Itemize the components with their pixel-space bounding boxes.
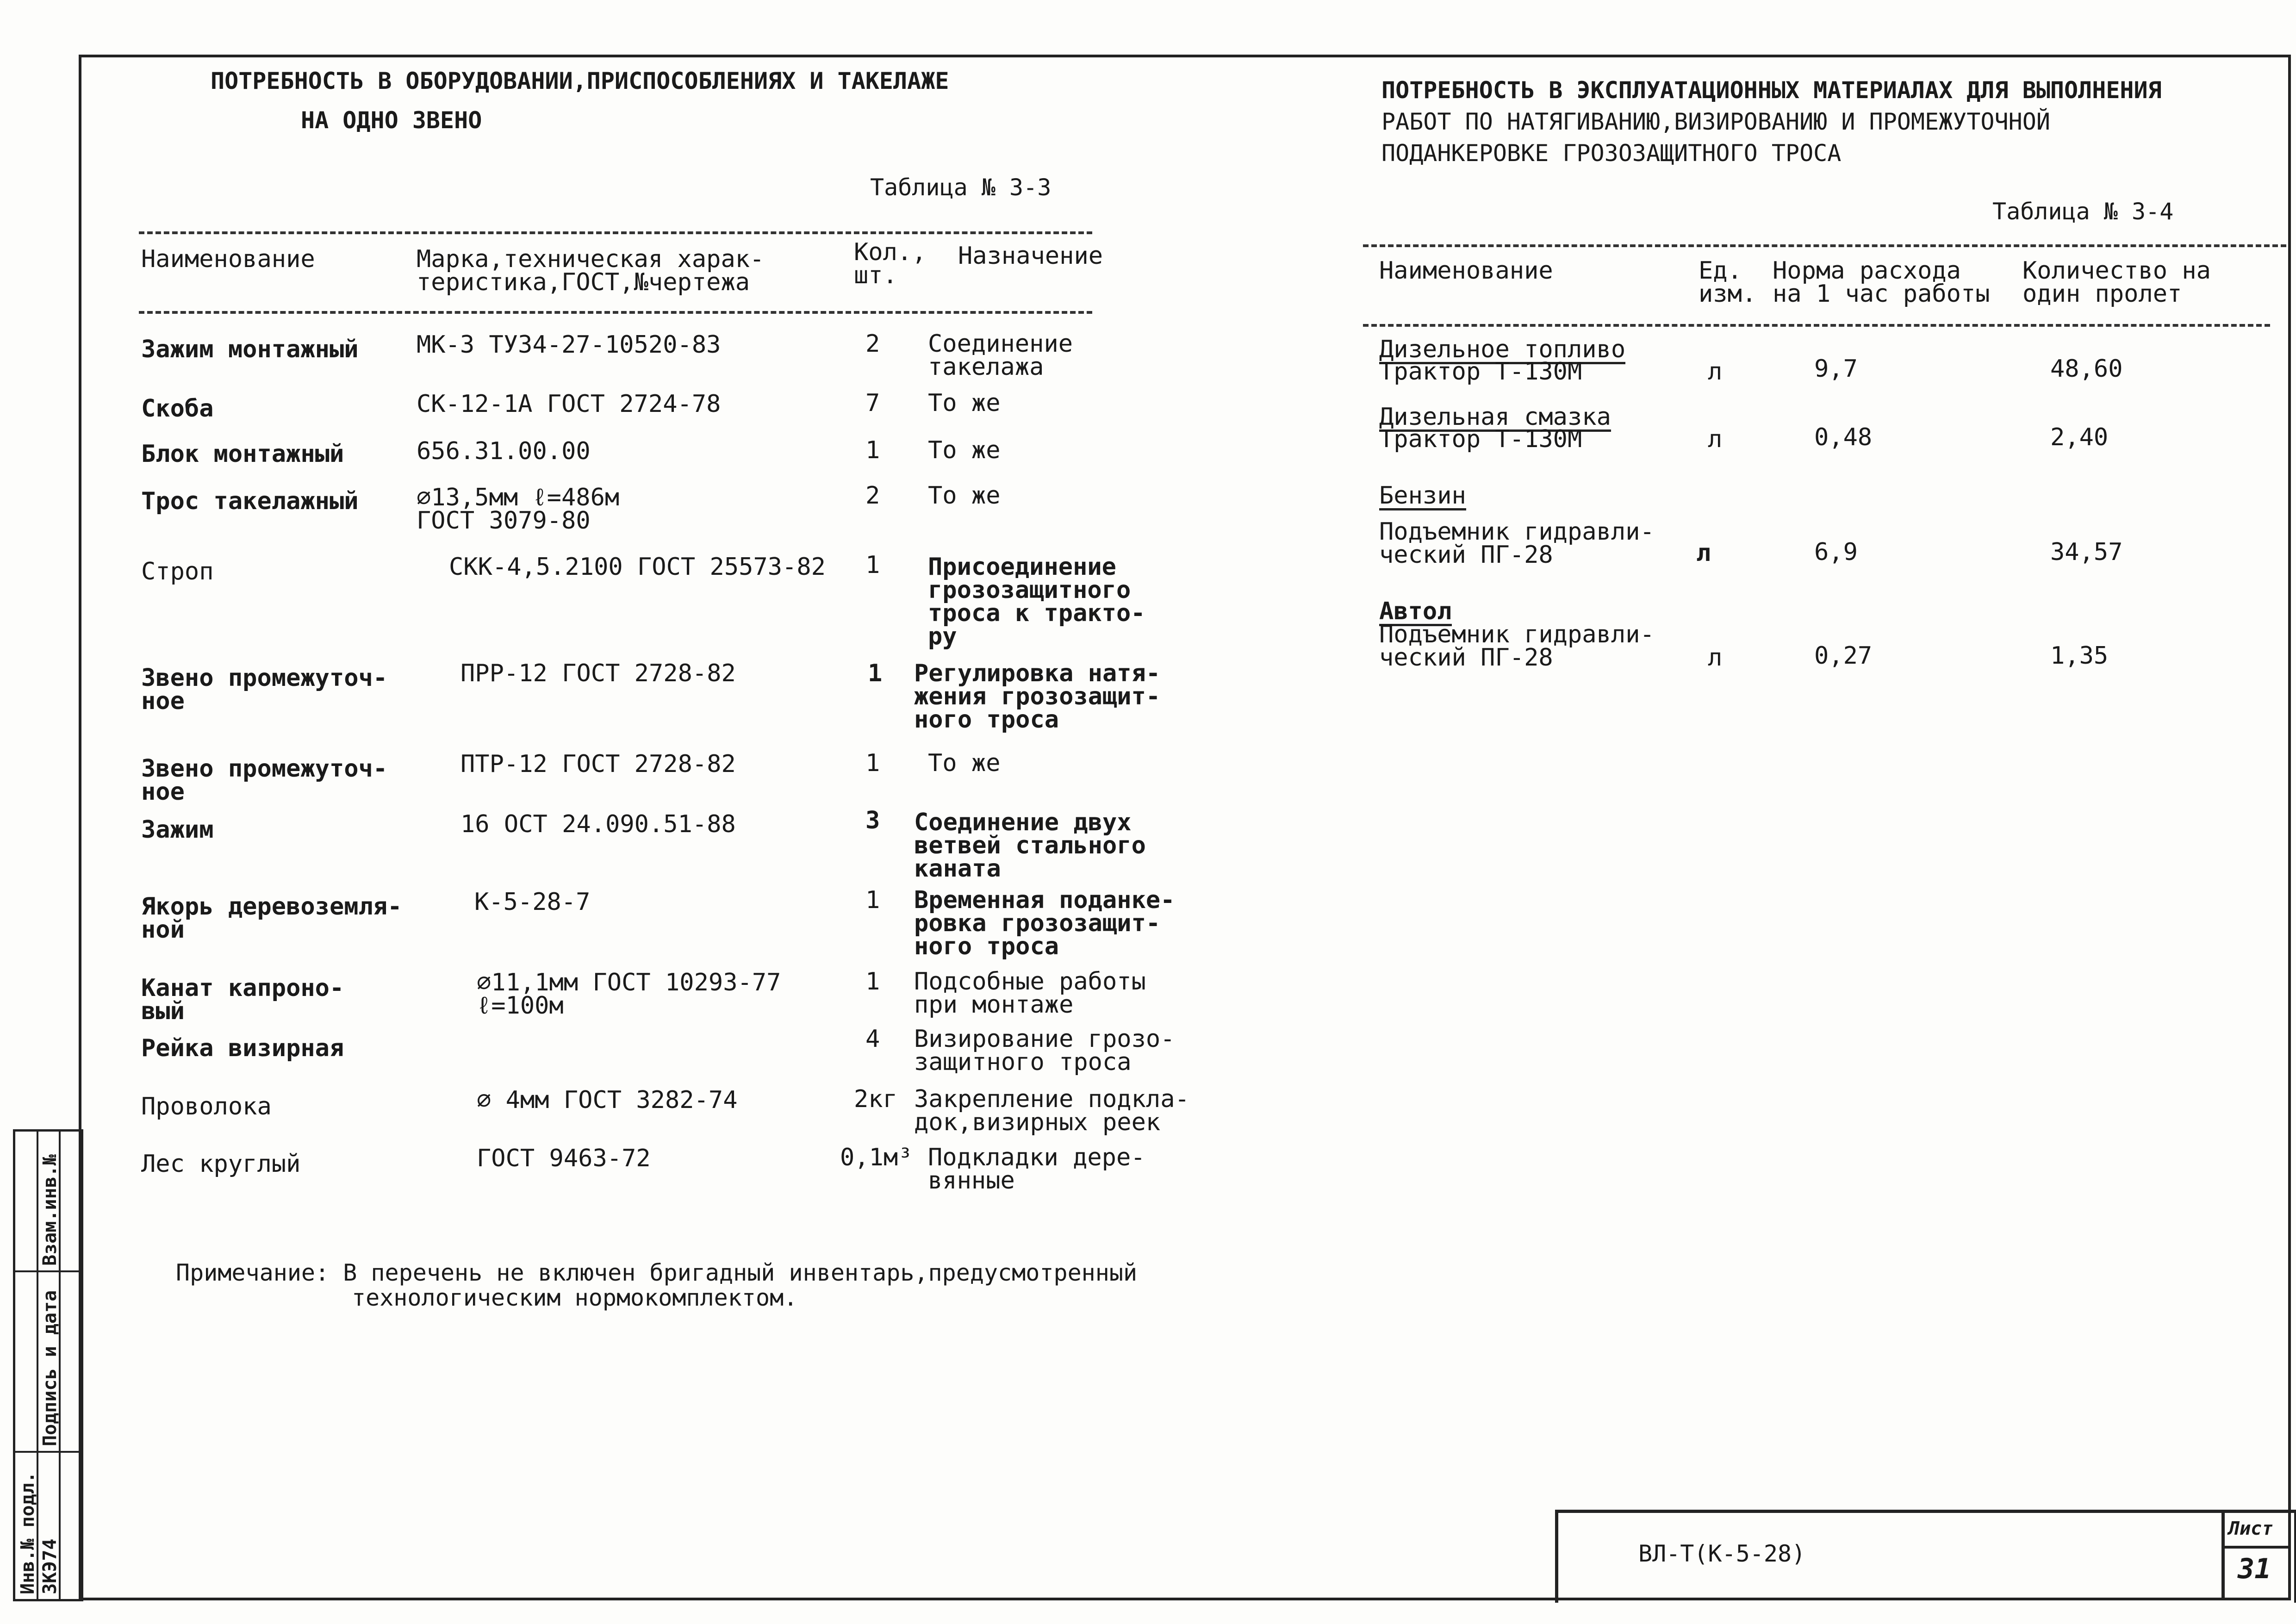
right-row-3-qty: 34,57	[2050, 538, 2123, 566]
right-heading-line3: ПОДАНКЕРОВКЕ ГРОЗОЗАЩИТНОГО ТРОСА	[1381, 140, 1842, 167]
sheet-number: 31	[2238, 1553, 2271, 1585]
left-row-12-qty: 2кг	[854, 1085, 897, 1113]
left-row-11-qty: 4	[865, 1025, 880, 1053]
left-header-mark: Марка,техническая харак- теристика,ГОСТ,№чертежа	[417, 245, 765, 296]
left-row-9-mark: К-5-28-7	[474, 888, 591, 916]
left-row-8-name: Зажим	[141, 816, 214, 844]
left-row-1-mark: МК-3 ТУ34-27-10520-83	[417, 331, 721, 359]
left-row-8-purpose: Соединение двух ветвей стального каната	[914, 809, 1146, 883]
left-row-2-mark: СК-12-1А ГОСТ 2724-78	[417, 390, 721, 418]
left-header-name: Наименование	[141, 245, 315, 273]
left-heading-line1: ПОТРЕБНОСТЬ В ОБОРУДОВАНИИ,ПРИСПОСОБЛЕНИЯХ И ТАКЕЛАЖЕ	[211, 68, 949, 94]
right-row-4-name: Подъемник гидравли- ческий ПГ-28	[1379, 621, 1655, 672]
stamp-row-divider-2	[15, 1451, 81, 1453]
right-table-header-rule	[1363, 324, 2270, 327]
left-row-9-qty: 1	[865, 886, 880, 914]
right-row-3-norm: 6,9	[1814, 538, 1858, 566]
right-row-3-name: Подъемник гидравли- ческий ПГ-28	[1379, 518, 1655, 569]
right-row-2-group-label: Дизельная смазка	[1379, 403, 1611, 431]
right-header-name: Наименование	[1379, 257, 1553, 285]
left-row-13-mark: ГОСТ 9463-72	[477, 1145, 651, 1172]
stamp-sign-label: Подпись и дата	[39, 1290, 61, 1446]
right-header-qty: Количество на один пролет	[2022, 257, 2211, 308]
right-row-4-norm: 0,27	[1814, 642, 1873, 670]
left-row-12-name: Проволока	[141, 1093, 272, 1120]
note-line2: технологическим нормокомплектом.	[352, 1284, 798, 1311]
left-row-2-purpose: То же	[928, 389, 1001, 417]
right-row-3-group	[1379, 484, 1666, 510]
right-table-label: Таблица № 3-4	[1992, 198, 2174, 225]
frame-right-border	[2288, 55, 2291, 1600]
left-row-2-name: Скоба	[141, 395, 214, 423]
title-block-sheet-rule	[2221, 1546, 2291, 1549]
left-row-5-name: Строп	[141, 558, 214, 585]
document-code: ВЛ-Т(К-5-28)	[1638, 1540, 1806, 1567]
left-row-4-qty: 2	[865, 482, 880, 510]
left-row-11-purpose: Визирование грозо- защитного троса	[914, 1025, 1175, 1076]
left-row-12-purpose: Закрепление подкла- док,визирных реек	[914, 1085, 1189, 1136]
left-table-header-rule	[139, 311, 1092, 314]
left-row-3-mark: 656.31.00.00	[417, 437, 591, 465]
left-row-10-mark: ∅11,1мм ГОСТ 10293-77 ℓ=100м	[477, 969, 781, 1020]
left-row-2-qty: 7	[865, 389, 880, 417]
left-row-9-purpose: Временная поданке- ровка грозозащит- ного троса	[914, 886, 1175, 960]
left-table-label: Таблица № 3-3	[870, 174, 1052, 201]
right-row-1-group-label: Дизельное топливо	[1379, 336, 1626, 363]
right-row-1-qty: 48,60	[2050, 355, 2123, 383]
right-row-4-unit: л	[1708, 644, 1723, 672]
left-row-11-name: Рейка визирная	[141, 1034, 344, 1062]
left-heading-line2: НА ОДНО ЗВЕНО	[301, 107, 482, 134]
stamp-inv-number: 3КЭ74	[39, 1538, 61, 1594]
left-row-3-name: Блок монтажный	[141, 440, 344, 468]
left-row-5-purpose: Присоединение грозозащитного троса к тракто- ру	[928, 553, 1145, 650]
left-row-12-mark: ∅ 4мм ГОСТ 3282-74	[477, 1086, 738, 1114]
right-row-1-norm: 9,7	[1814, 355, 1858, 383]
left-row-1-name: Зажим монтажный	[141, 336, 359, 363]
right-heading-line2: РАБОТ ПО НАТЯГИВАНИЮ,ВИЗИРОВАНИЮ И ПРОМЕЖУТОЧНОЙ	[1381, 108, 2050, 135]
left-row-6-qty: 1	[868, 660, 883, 687]
left-row-4-purpose: То же	[928, 482, 1001, 510]
right-row-4-qty: 1,35	[2050, 642, 2109, 670]
right-row-2-norm: 0,48	[1814, 423, 1873, 451]
right-heading-line1: ПОТРЕБНОСТЬ В ЭКСПЛУАТАЦИОННЫХ МАТЕРИАЛАХ ДЛЯ ВЫПОЛНЕНИЯ	[1381, 77, 2162, 104]
left-row-7-purpose: То же	[928, 749, 1001, 777]
title-block-divider	[2221, 1510, 2225, 1599]
right-row-2-unit: л	[1708, 425, 1723, 453]
right-table-top-rule	[1363, 244, 2286, 247]
sheet-label: Лист	[2228, 1518, 2273, 1539]
right-row-3-unit: л	[1696, 539, 1711, 567]
left-row-13-qty: 0,1м³	[840, 1144, 913, 1171]
stamp-row-divider-1	[15, 1270, 81, 1272]
left-row-1-purpose: Соединение такелажа	[928, 330, 1073, 381]
left-row-4-name: Трос такелажный	[141, 487, 359, 515]
left-row-4-mark: ∅13,5мм ℓ=486м ГОСТ 3079-80	[417, 484, 620, 535]
left-row-5-mark: СКК-4,5.2100 ГОСТ 25573-82	[449, 553, 826, 581]
left-row-8-mark: 16 ОСТ 24.090.51-88	[460, 810, 736, 838]
left-header-qty: Кол., шт.	[854, 238, 927, 289]
left-row-7-qty: 1	[865, 749, 880, 777]
right-header-unit: Ед. изм.	[1699, 257, 1757, 308]
right-row-3-group-label: Бензин	[1379, 482, 1466, 510]
right-row-1-unit: л	[1708, 358, 1723, 386]
left-header-purpose: Назначение	[958, 242, 1103, 270]
left-row-13-purpose: Подкладки дере- вянные	[928, 1144, 1145, 1195]
right-row-4-group-label: Автол	[1379, 597, 1452, 625]
left-row-3-qty: 1	[865, 436, 880, 464]
left-row-10-qty: 1	[865, 968, 880, 996]
left-row-13-name: Лес круглый	[141, 1150, 301, 1178]
left-row-3-purpose: То же	[928, 436, 1001, 464]
note-line1: Примечание: В перечень не включен бригадный инвентарь,предусмотренный	[176, 1259, 1138, 1286]
left-row-7-mark: ПТР-12 ГОСТ 2728-82	[460, 750, 736, 778]
left-row-5-qty: 1	[865, 551, 880, 579]
right-row-2-name: Трактор Т-130М	[1379, 425, 1582, 453]
right-header-norm: Норма расхода на 1 час работы	[1773, 257, 1990, 308]
left-row-9-name: Якорь деревоземля- ной	[141, 893, 402, 944]
side-stamp	[13, 1129, 83, 1601]
right-row-1-name: Трактор Т-130М	[1379, 358, 1582, 386]
left-row-8-qty: 3	[865, 807, 880, 834]
left-row-6-purpose: Регулировка натя- жения грозозащит- ного троса	[914, 660, 1161, 734]
stamp-inv-label: Инв.№ подл.	[17, 1472, 38, 1594]
left-row-10-name: Канат капроно- вый	[141, 974, 344, 1025]
stamp-replace-label: Взам.инв.№	[39, 1154, 61, 1266]
left-row-1-qty: 2	[865, 330, 880, 358]
left-row-7-name: Звено промежуточ- ное	[141, 755, 388, 806]
left-row-6-mark: ПРР-12 ГОСТ 2728-82	[460, 660, 736, 687]
left-row-10-purpose: Подсобные работы при монтаже	[914, 968, 1146, 1019]
frame-top-border	[79, 55, 2291, 57]
right-row-2-qty: 2,40	[2050, 423, 2109, 451]
left-table-top-rule	[139, 231, 1092, 234]
left-row-6-name: Звено промежуточ- ное	[141, 664, 388, 715]
